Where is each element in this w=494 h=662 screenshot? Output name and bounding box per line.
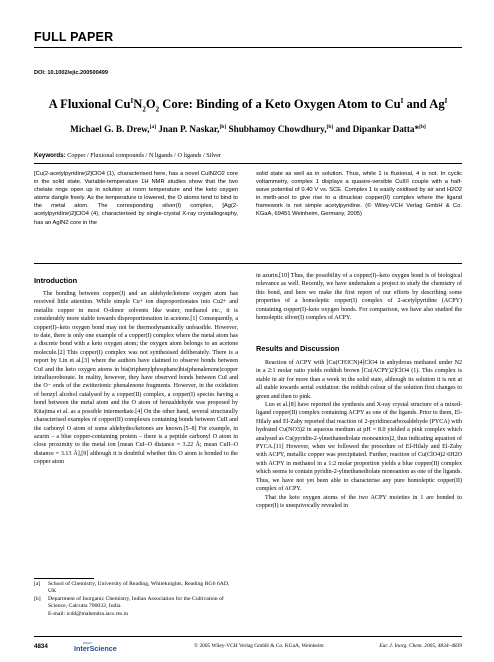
svg-text:WILEY: WILEY <box>83 641 93 645</box>
page-footer <box>34 640 462 654</box>
copyright: © 2005 Wiley-VCH Verlag GmbH & Co. KGaA, Weinheim <box>194 643 324 649</box>
page-number: 4834 <box>34 643 48 650</box>
keywords-label: Keywords: <box>34 152 66 159</box>
author-list: Michael G. B. Drew,[a] Jnan P. Naskar,[b] Shubhamoy Chowdhury,[b] and Dipankar Datta*[b] <box>70 124 426 135</box>
affiliation-rule <box>34 578 94 579</box>
keywords <box>34 152 462 159</box>
journal-citation: Eur. J. Inorg. Chem. 2005, 4834–4839 <box>379 643 462 649</box>
running-header <box>34 28 462 46</box>
introduction-paragraph: The bonding between copper(I) and an aldehyde/ketone oxygen atom has received little attention. While simple Cu+ ion disproportionates into Cu2+ and metallic copper in most O-donor solvents like water, methanol etc., it is considerably more stable towards disproportionation in acetone.[1] Consequently, a copper(I)–keto oxygen bond may not be thermodynamically unfeasible. However, to date, there is only one example of a copper(I) complex where the metal atom has a discrete bond with a keto oxygen atom; the oxygen atom belongs to an acetone molecule.[2] This copper(I) complex was not synthesised deliberately. There is a report by Lin et al.[3] where the authors have claimed to observe bonds between CuI and the keto oxygen atoms in bis(triphenylphosphane)bis(phenalenone)copper tetrafluoroborate. In reality, however, they have observed bonds between CuI and the O− ends of the zwitterionic phenalenone fragments. However, in the oxidation of benzyl alcohol catalysed by a copper(II) complex, a copper(I) species having a bond between the metal atom and the O atom of benzaldehyde was proposed by Kitajima et al. as a possible intermediate.[4] On the other hand, several structurally characterised examples of copper(II) complexes containing bonds between CuII and the carbonyl O atom of some aldehydes/ketones are known.[5–8] For example, in azurin – a blue copper-containing protein – there is a peptide carbonyl O atom in close proximity to the metal ion [mean CuI–O distance = 3.22 Å; mean CuII–O distance = 3.13 Å],[9] although it is doubtful whether this O atom is bonded to the copper atom <box>34 291 238 466</box>
article-title: A Fluxional $Cu^IN_2O_2$ Core: Binding of a Keto Oxygen Atom to $Cu^I$ and $Ag^I$ <box>48 97 448 114</box>
abstract-top-rule <box>34 163 462 164</box>
intro-continuation: in azurin.[10] Thus, the possibility of a copper(I)–keto oxygen bond is of biological relevance as well. Recently, we have undertaken a project to study the chemistry of this bond, and here we make the first report of our efforts by describing some properties of a homoleptic copper(I) complex of 2-acetylpyridine (ACPY) containing copper(I)–keto oxygen bonds. For comparison, we have also studied the homoleptic silver(I) complex of ACPY. <box>256 273 462 322</box>
affiliations <box>34 581 238 618</box>
abstract-left: [Cu(2-acetylpyridine)2]ClO4 (1), characterised here, has a novel CuIN2O2 core in the solid state. Variable-temperature 1H NMR studies show that the two chelate rings open up in solution at room temperature and the keto oxygen atoms dangle freely. As the temperature is lowered, the O atoms tend to bind to the metal atom. The corresponding silver(I) complex, [Ag(2-acetylpyridine)2]ClO4 (4), characterised by single-crystal X-ray crystallography, has an AgIN2 core in the <box>34 171 238 226</box>
introduction-body <box>34 290 238 467</box>
results-paragraph-2: Luo et al.[8] have reported the synthesis and X-ray crystal structure of a mixed-ligand copper(II) complex containing ACPY as one of the ligands. Prior to them, El-Hilaly and El-Zaby reported that reaction of 2-pyridinecarboxaldehyde (PYCA) with hydrated Cu(NO3)2 in aqueous medium at pH = 8.0 yielded a pink complex which analysed as Cu(pyridin-2-ylmethanediolate monoanion)2, thus indicating aquation of PYCA.[11] However, when we followed the procedure of El-Hilaly and El-Zaby with ACPY, metallic copper was precipitated. Further, reaction of Cu(ClO4)2·6H2O with ACPY in methanol in a 1:2 molar proportion yields a blue copper(II) complex which seems to contain pyridin-2-ylmethanediolate monoanion as one of the ligands. Thus, we have not yet been able to characterise any pure homoleptic copper(II) complex of ACPY. <box>256 402 462 493</box>
svg-text:InterScience: InterScience <box>74 644 117 653</box>
doi: DOI: 10.1002/ejic.200500499 <box>34 70 109 76</box>
right-column-intro <box>256 272 462 322</box>
abstract-bottom-rule <box>34 263 462 264</box>
results-paragraph-3: That the keto oxygen atoms of the two ACPY moieties in 1 are bonded to copper(I) is unequivocally revealed in <box>256 494 462 509</box>
results-body <box>256 359 462 510</box>
abstract-right: solid state as well as in solution. Thus, while 1 is fluxional, 4 is not. In cyclic voltammetry, complex 1 displays a quasire-versible CuII/I couple with a half-wave potential of 0.40 V vs. SCE. Complex 1 is easily oxidised by air and H2O2 in meth-anol to give rise to a dinuclear copper(II) complex where the ligand framework is not simple acetylpyridine. (© Wiley-VCH Verlag GmbH & Co. KGaA, 69451 Weinheim, Germany, 2005) <box>256 171 462 218</box>
keywords-text: Copper / Fluxional compounds / N ligands / O ligands / Silver <box>65 152 222 159</box>
affiliation-b: [b] Department of Inorganic Chemistry, Indian Association for the Cultivation of Science, Calcutta 700032, India <box>34 595 224 610</box>
affiliation-email: E-mail: icdd@mahendra.iacs.res.in <box>48 610 129 617</box>
affiliation-a: [a] School of Chemistry, University of Reading, Whiteknights, Reading RG6 6AD, UK <box>34 581 230 595</box>
introduction-heading: Introduction <box>34 276 78 285</box>
results-heading: Results and Discussion <box>256 344 340 353</box>
interscience-logo <box>74 640 118 653</box>
footer-rule <box>34 636 462 637</box>
section-label: FULL PAPER <box>34 30 114 44</box>
header-rule <box>34 47 462 48</box>
results-paragraph-1: Reaction of ACPY with [Cu(CH3CN)4]ClO4 in anhydrous methanol under N2 in a 2:1 molar ratio yields reddish brown [Cu(ACPY)2]ClO4 (1). This complex is stable in air for more than a week in the solid state, although its solution it is not at all stable towards aerial oxidation: the reddish colour of the solution first changes to green and then to pink. <box>256 360 462 400</box>
